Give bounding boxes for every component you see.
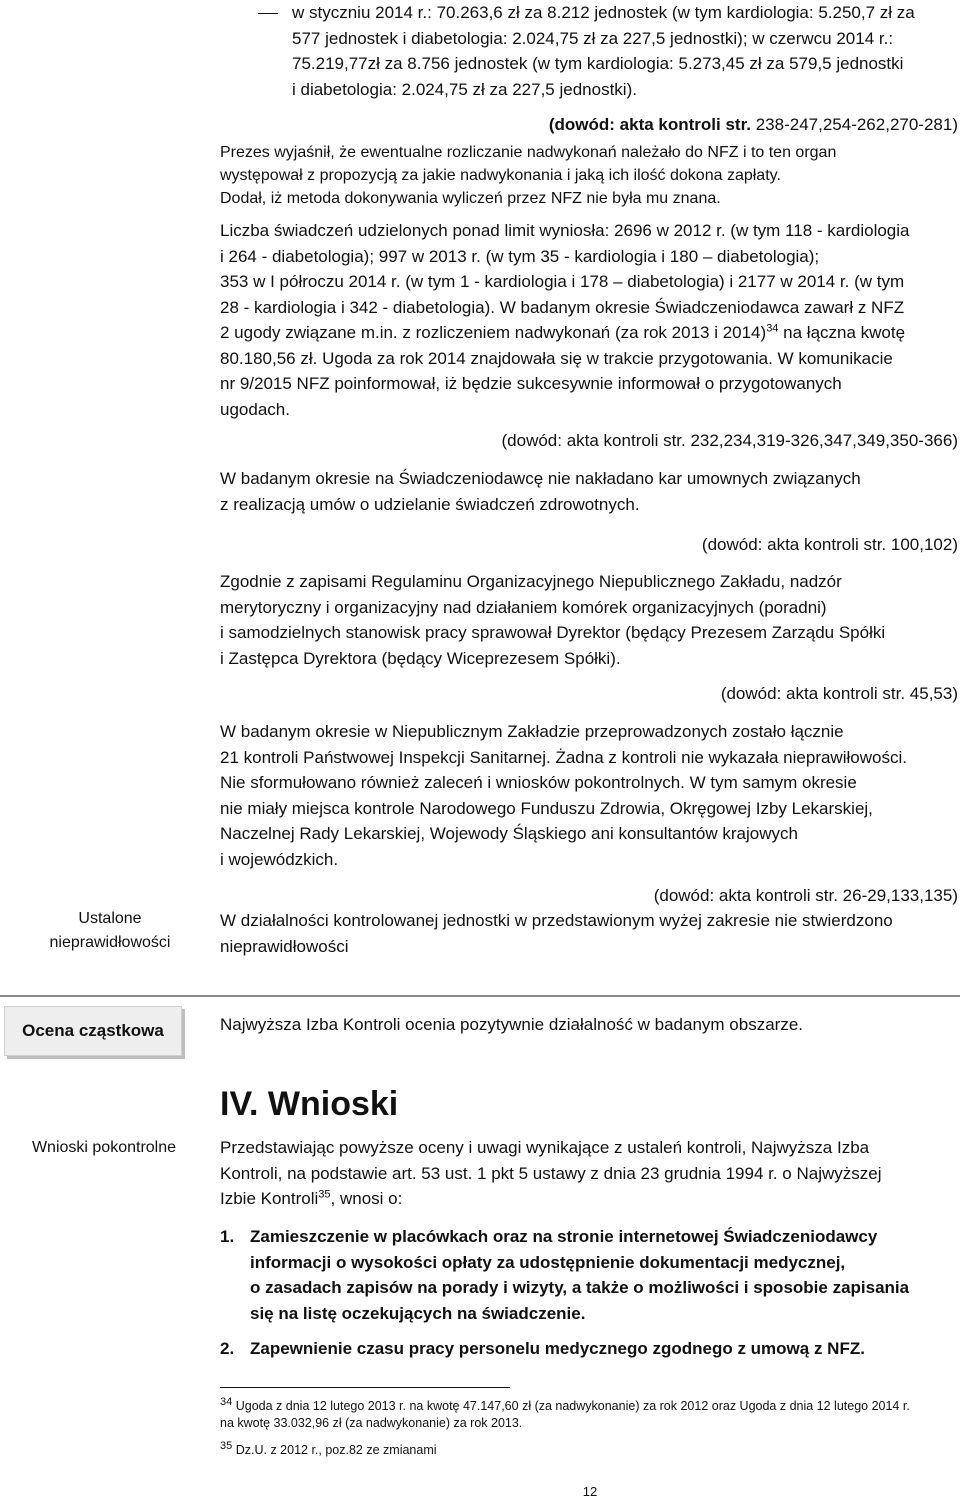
text-line	[220, 1186, 958, 1212]
wnioski-intro	[220, 1135, 958, 1212]
text-span: , wnosi o:	[330, 1189, 403, 1208]
text-line: merytoryczny i organizacyjny nad działaniem komórek organizacyjnych (poradni)	[220, 597, 827, 617]
bullet-text	[292, 0, 958, 102]
paragraph-prezes	[220, 141, 958, 210]
evidence-4: (dowód: akta kontroli str. 45,53)	[720, 684, 958, 703]
footnote-text: Ugoda z dnia 12 lutego 2013 r. na kwotę 47.147,60 zł (za nadwykonanie) za rok 2012 oraz Ugoda z dnia 12 lutego 2014 r.	[235, 1399, 910, 1413]
text-line: nr 9/2015 NFZ poinformował, iż będzie sukcesywnie informował o przygotowanych	[220, 374, 842, 393]
text-line: Zamieszczenie w placówkach oraz na stronie internetowej Świadczeniodawcy	[250, 1227, 878, 1246]
text-line: występował z propozycją za jakie nadwykonania i jaką ich ilość dokona zapłaty.	[220, 167, 781, 184]
footnote-ref[interactable]: 34	[766, 322, 779, 335]
footnote-line: na kwotę 33.032,96 zł (za nadwykonanie) za rok 2013.	[220, 1416, 523, 1430]
footnote-ref[interactable]: 35	[318, 1188, 331, 1201]
footnote-35	[220, 1439, 960, 1459]
footnote-34	[220, 1395, 960, 1432]
paragraph-kontrole	[220, 719, 958, 872]
text-span: na łączna kwotę	[778, 323, 906, 342]
text-line: Zgodnie z zapisami Regulaminu Organizacyjnego Niepublicznego Zakładu, nadzór	[220, 572, 842, 591]
text-line: i 264 - diabetologia); 997 w 2013 r. (w tym 35 - kardiologia i 180 – diabetologia);	[220, 246, 820, 266]
text-line: ugodach.	[220, 399, 290, 419]
page-number: 12	[582, 1484, 598, 1499]
bullet-dash	[258, 13, 278, 14]
text-line: W badanym okresie w Niepublicznym Zakładzie przeprowadzonych zostało łącznie	[220, 722, 844, 741]
text-line: 80.180,56 zł. Ugoda za rok 2014 znajdowała się w trakcie przygotowania. W komunikacie	[220, 348, 893, 368]
side-label-line: nieprawidłowości	[49, 934, 171, 951]
text-line: i Zastępca Dyrektora (będący Wiceprezesem Spółki).	[220, 648, 621, 668]
text-line: Naczelnej Rady Lekarskiej, Wojewody Śląskiego ani konsultantów krajowych	[220, 824, 798, 843]
evidence-1	[220, 112, 958, 138]
section-heading: IV. Wnioski	[220, 1085, 399, 1123]
paragraph-ustalone	[220, 908, 958, 959]
text-line: Nie sformułowano również zaleceń i wniosków pokontrolnych. W tym samym okresie	[220, 773, 857, 792]
text-line: 353 w I półroczu 2014 r. (w tym 1 - kardiologia i 178 – diabetologia) i 2177 w 2014 r. (w tym	[220, 272, 905, 291]
text-line: W działalności kontrolowanej jednostki w przedstawionym wyżej zakresie nie stwierdzono	[220, 911, 893, 930]
text-span: 2 ugody związane m.in. z rozliczeniem nadwykonań (za rok 2013 i 2014)	[220, 323, 767, 342]
text-line: W badanym okresie na Świadczeniodawcę nie nakładano kar umownych związanych	[220, 469, 861, 488]
paragraph-kary	[220, 466, 958, 517]
bullet-line: 75.219,77zł za 8.756 jednostek (w tym kardiologia: 5.273,45 zł za 579,5 jednostki	[292, 54, 904, 73]
ocena-box	[4, 1006, 182, 1056]
footnote-number: 35	[220, 1439, 233, 1452]
bullet-line: i diabetologia: 2.024,75 zł za 227,5 jednostki).	[292, 79, 637, 99]
paragraph-liczba	[220, 218, 958, 422]
text-line: nie miały miejsca kontrole Narodowego Funduszu Zdrowia, Okręgowej Izby Lekarskiej,	[220, 798, 873, 818]
footnote-separator	[220, 1387, 510, 1388]
side-label-wnioski: Wnioski pokontrolne	[31, 1139, 177, 1156]
text-line: Dodał, iż metoda dokonywania wyliczeń przez NFZ nie była mu znana.	[220, 190, 721, 207]
evidence-pages: 238-247,254-262,270-281)	[755, 115, 958, 134]
text-line	[220, 320, 958, 346]
side-label-ustalone	[20, 907, 200, 955]
list-number: 2.	[220, 1339, 235, 1358]
evidence-3: (dowód: akta kontroli str. 100,102)	[701, 535, 958, 554]
text-line: z realizacją umów o udzielanie świadczeń zdrowotnych.	[220, 494, 640, 514]
bullet-line: w styczniu 2014 r.: 70.263,6 zł za 8.212 jednostek (w tym kardiologia: 5.250,7 zł za	[292, 3, 915, 22]
bullet-line: 577 jednostek i diabetologia: 2.024,75 zł za 227,5 jednostki); w czerwcu 2014 r.:	[292, 28, 894, 48]
list-number: 1.	[220, 1227, 235, 1246]
evidence-label: (dowód: akta kontroli str.	[548, 115, 751, 134]
paragraph-regulamin	[220, 569, 958, 671]
footnote-line	[220, 1395, 960, 1415]
text-line: 21 kontroli Państwowej Inspekcji Sanitarnej. Żadna z kontroli nie wykazała nieprawiłowości.	[220, 747, 907, 767]
text-line: Kontroli, na podstawie art. 53 ust. 1 pkt 5 ustawy z dnia 23 grudnia 1994 r. o Najwyższej	[220, 1163, 882, 1183]
text-line: informacji o wysokości opłaty za udostępnienie dokumentacji medycznej,	[250, 1252, 846, 1272]
side-label-line: Ustalone	[78, 910, 142, 927]
footnote-number: 34	[220, 1395, 233, 1408]
text-line: Przedstawiając powyższe oceny i uwagi wynikające z ustaleń kontroli, Najwyższa Izba	[220, 1138, 870, 1157]
text-line: i wojewódzkich.	[220, 849, 339, 869]
text-line: i samodzielnych stanowisk pracy sprawował Dyrektor (będący Prezesem Zarządu Spółki	[220, 623, 886, 642]
list-item: Zapewnienie czasu pracy personelu medycznego zgodnego z umową z NFZ.	[250, 1339, 865, 1358]
evidence-2: (dowód: akta kontroli str. 232,234,319-326,347,349,350-366)	[501, 431, 958, 450]
list-item	[250, 1224, 958, 1326]
ocena-label: Ocena cząstkowa	[22, 1021, 164, 1040]
text-line: Liczba świadczeń udzielonych ponad limit wyniosła: 2696 w 2012 r. (w tym 118 - kardiologia	[220, 221, 910, 240]
text-line: 28 - kardiologia i 342 - diabetologia). W badanym okresie Świadczeniodawca zawarł z NFZ	[220, 297, 905, 317]
evidence-5: (dowód: akta kontroli str. 26-29,133,135)	[653, 886, 958, 905]
ocena-text: Najwyższa Izba Kontroli ocenia pozytywnie działalność w badanym obszarze.	[220, 1015, 804, 1034]
section-divider	[0, 995, 960, 997]
text-line: o zasadach zapisów na porady i wizyty, a także o możliwości i sposobie zapisania	[250, 1278, 910, 1297]
text-span: Izbie Kontroli	[220, 1189, 319, 1208]
text-line: nieprawidłowości	[220, 936, 349, 956]
footnote-text: Dz.U. z 2012 r., poz.82 ze zmianami	[235, 1443, 437, 1457]
text-line: się na listę oczekujących na świadczenie.	[250, 1303, 586, 1323]
text-line: Prezes wyjaśnił, że ewentualne rozliczanie nadwykonań należało do NFZ i to ten organ	[220, 144, 837, 161]
